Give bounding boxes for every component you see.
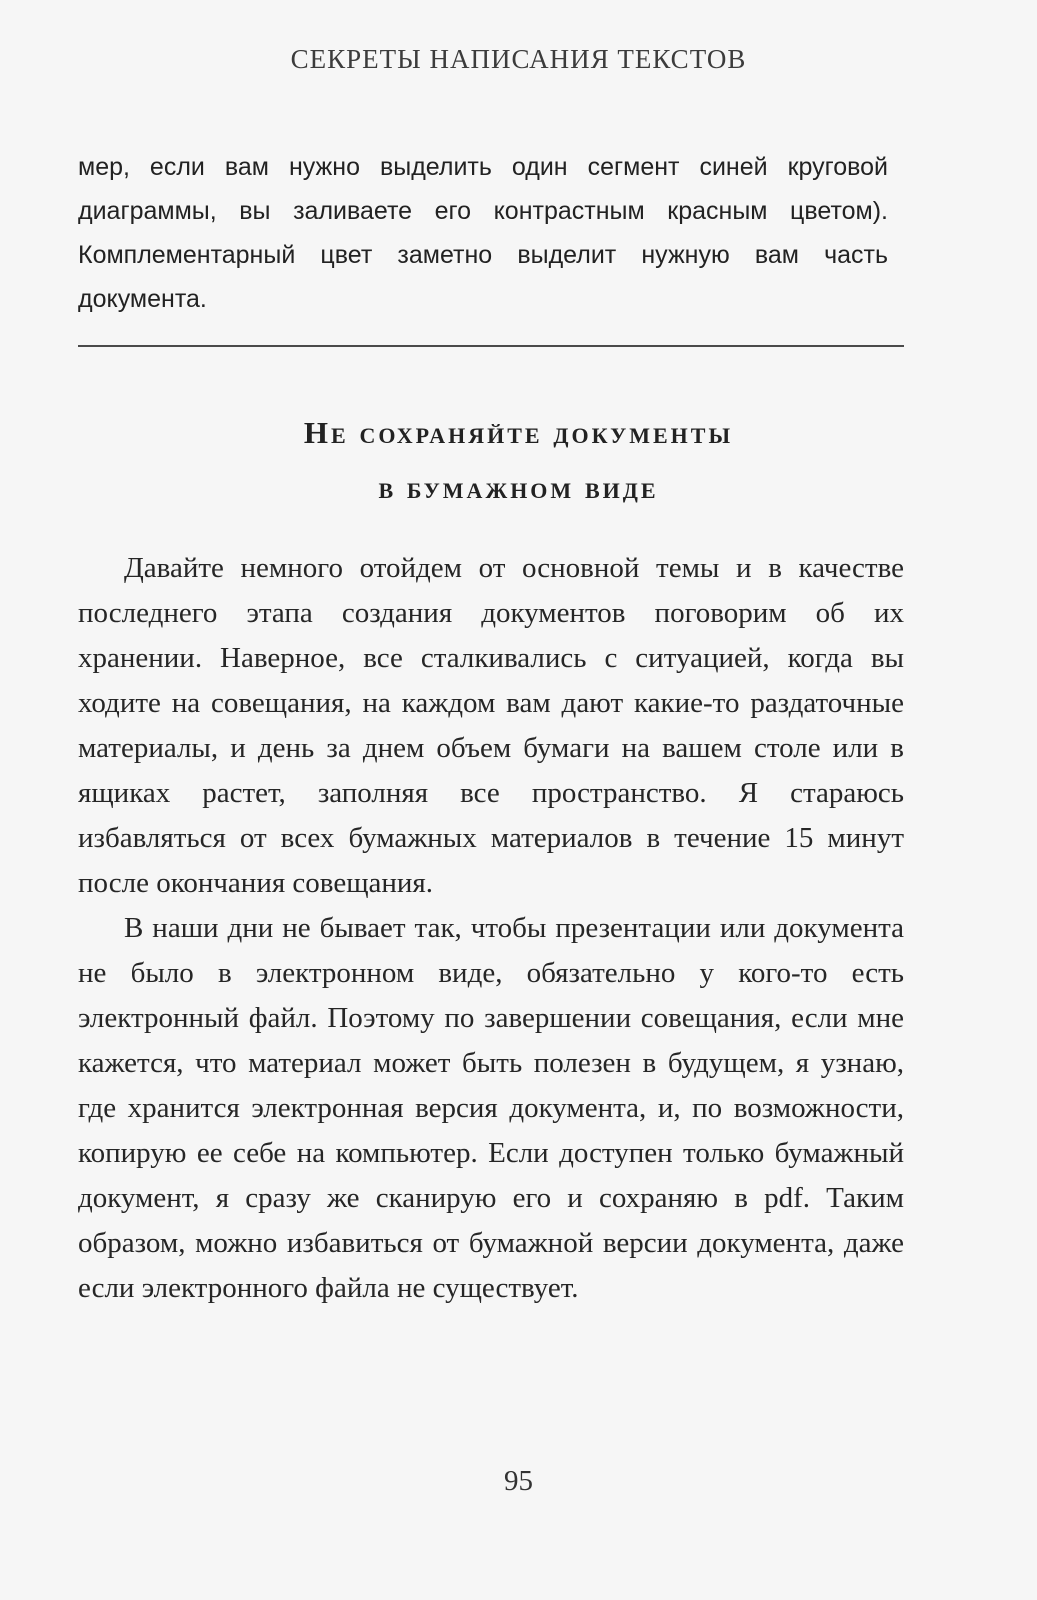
section-title-line-1: Не сохраняйте документы	[303, 415, 734, 450]
sidebar-note-text: мер, если вам нужно выделить один сегмент синей круговой диаграммы, вы заливаете его контрастным красным цветом). Комплементарный цвет заметно выделит нужную вам часть документа.	[78, 153, 888, 313]
section-divider	[78, 345, 904, 347]
section-title-line-2: в бумажном виде	[378, 470, 659, 505]
running-title: СЕКРЕТЫ НАПИСАНИЯ ТЕКСТОВ	[290, 44, 747, 74]
paragraph: В наши дни не бывает так, чтобы презентации или документа не было в электронном виде, обязательно у кого-то есть электронный файл. Поэтому по завершении совещания, если мне кажется, что материал может быть полезен в будущем, я узнаю, где хранится электронная версия документа, и, по возможности, копирую ее себе на компьютер. Если доступен только бумажный документ, я сразу же сканирую его и сохраняю в pdf. Таким образом, можно избавиться от бумажной версии документа, даже если электронного файла не существует.	[78, 912, 904, 1304]
paragraph: Давайте немного отойдем от основной темы и в качестве последнего этапа создания документов поговорим об их хранении. Наверное, все сталкивались с ситуацией, когда вы ходите на совещания, на каждом вам дают какие-то раздаточные материалы, и день за днем объем бумаги на вашем столе или в ящиках растет, заполняя все пространство. Я стараюсь избавляться от всех бумажных материалов в течение 15 минут после окончания совещания.	[78, 552, 904, 899]
body-text	[78, 546, 904, 1311]
section-title	[0, 405, 1037, 515]
page-number: 95	[504, 1465, 533, 1497]
